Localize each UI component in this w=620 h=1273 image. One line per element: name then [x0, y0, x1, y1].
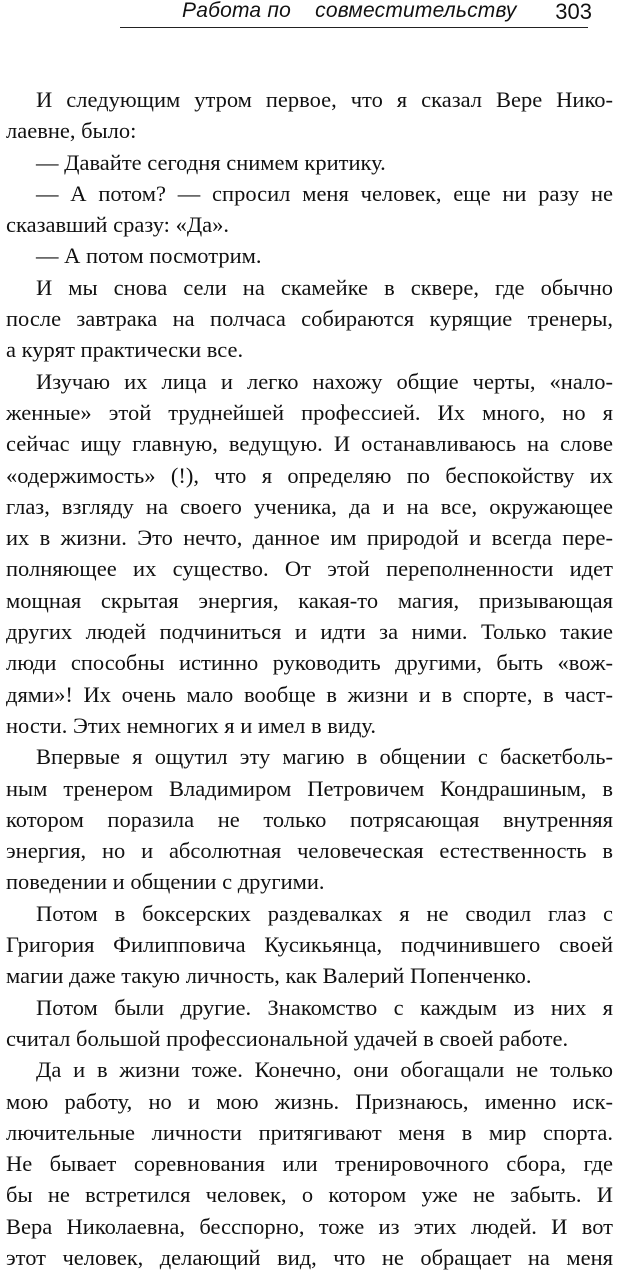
text-line: лючительные личности притягивают меня в мир спорта.: [6, 1119, 613, 1145]
text-line: Впервые я ощутил эту магию в общении с баскетболь-: [36, 744, 613, 770]
text-line: лаевне, было:: [6, 118, 137, 144]
text-line: мою работу, но и мою жизнь. Признаюсь, именно иск-: [6, 1088, 613, 1114]
text-line: мощная скрытая энергия, какая-то магия, призывающая: [6, 587, 613, 613]
text-line: этот человек, делающий вид, что не обращает на меня: [6, 1244, 613, 1270]
text-line: глаз, взгляду на своего ученика, да и на все, окружающее: [6, 493, 613, 519]
text-line: женные» этой труднейшей профессией. Их много, но я: [6, 399, 613, 425]
header-rule: [120, 27, 588, 28]
body-text: [6, 84, 613, 1273]
text-line: после завтрака на полчаса собираются курящие тренеры,: [6, 306, 613, 332]
text-line: — Давайте сегодня снимем критику.: [36, 149, 386, 175]
text-line: Не бывает соревнования или тренировочного сбора, где: [6, 1151, 613, 1177]
text-line: котором поразила не только потрясающая внутренняя: [6, 806, 613, 832]
text-line: их в жизни. Это нечто, данное им природой и всегда пере-: [6, 525, 613, 551]
page-number: 303: [555, 0, 592, 24]
text-line: а курят практически все.: [6, 337, 244, 363]
text-line: — А потом посмотрим.: [36, 243, 262, 269]
text-line: Вера Николаевна, бесспорно, тоже из этих людей. И вот: [6, 1213, 613, 1239]
text-line: сейчас ищу главную, ведущую. И останавливаюсь на слове: [6, 431, 613, 457]
text-line: энергия, но и абсолютная человеческая естественность в: [6, 838, 613, 864]
text-line: «одержимость» (!), что я определяю по беспокойству их: [6, 462, 613, 488]
text-line: И следующим утром первое, что я сказал Вере Нико-: [36, 87, 613, 112]
running-title: Работа по совместительству: [182, 0, 517, 22]
text-line: других людей подчиниться и идти за ними. Только такие: [6, 619, 613, 645]
text-line: поведении и общении с другими.: [6, 869, 325, 895]
text-line: дями»! Их очень мало вообще в жизни и в спорте, в част-: [6, 681, 613, 707]
text-line: люди способны истинно руководить другими, быть «вож-: [6, 650, 613, 676]
text-line: полняющее их существо. От этой переполненности идет: [6, 556, 613, 582]
text-line: Да и в жизни тоже. Конечно, они обогащали не только: [36, 1057, 613, 1083]
text-line: Изучаю их лица и легко нахожу общие черты, «нало-: [36, 368, 613, 394]
text-line: сказавший сразу: «Да».: [6, 212, 230, 238]
text-line: — А потом? — спросил меня человек, еще ни разу не: [36, 180, 613, 206]
page-header: [0, 0, 620, 44]
text-line: магии даже такую личность, как Валерий Попенченко.: [6, 963, 532, 989]
text-line: Потом были другие. Знакомство с каждым из них я: [36, 994, 613, 1020]
text-line: И мы снова сели на скамейке в сквере, где обычно: [36, 274, 613, 300]
text-line: Потом в боксерских раздевалках я не сводил глаз с: [36, 900, 613, 926]
text-line: Григория Филипповича Кусикьянца, подчинившего своей: [6, 932, 613, 958]
text-line: бы не встретился человек, о котором уже не забыть. И: [6, 1182, 613, 1208]
text-line: считал большой профессиональной удачей в своей работе.: [6, 1025, 569, 1051]
text-line: ности. Этих немногих я и имел в виду.: [6, 712, 377, 738]
text-line: ным тренером Владимиром Петровичем Кондрашиным, в: [6, 775, 613, 801]
